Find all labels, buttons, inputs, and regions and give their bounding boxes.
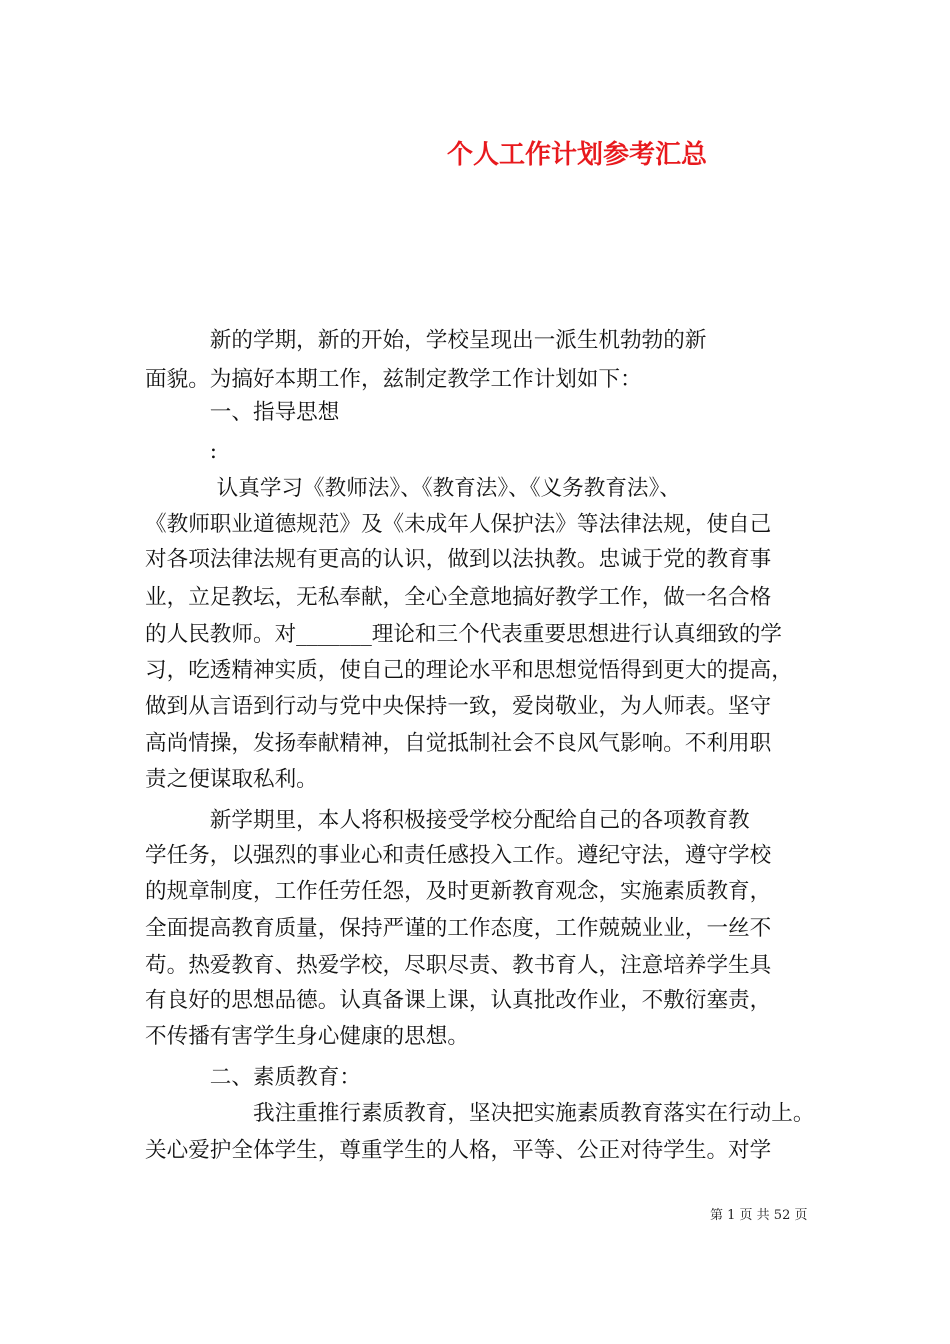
body-line: 关心爱护全体学生，尊重学生的人格，平等、公正对待学生。对学 (145, 1138, 772, 1163)
body-line: 认真学习《教师法》、《教育法》、《义务教育法》、 (145, 476, 681, 501)
section-heading: 一、指导思想 (145, 400, 340, 425)
body-line: 做到从言语到行动与党中央保持一致，爱岗敬业，为人师表。坚守 (145, 694, 772, 719)
body-line: 学任务，以强烈的事业心和责任感投入工作。遵纪守法，遵守学校 (145, 843, 772, 868)
page-number: 第 1 页 共 52 页 (710, 1208, 808, 1223)
body-line: 《教师职业道德规范》及《未成年人保护法》等法律法规，使自己 (145, 512, 772, 537)
body-line: 我注重推行素质教育，坚决把实施素质教育落实在行动上。 (145, 1101, 815, 1126)
body-line: 新学期里，本人将积极接受学校分配给自己的各项教育教 (145, 808, 750, 833)
body-line: 对各项法律法规有更高的认识，做到以法执教。忠诚于党的教育事 (145, 547, 772, 572)
body-line: 苟。热爱教育、热爱学校，尽职尽责、教书育人，注意培养学生具 (145, 953, 772, 978)
body-line: 业，立足教坛，无私奉献，全心全意地搞好教学工作，做一名合格 (145, 585, 772, 610)
body-line: : (145, 439, 218, 464)
body-line: 习，吃透精神实质，使自己的理论水平和思想觉悟得到更大的提高， (145, 658, 793, 683)
body-line: 责之便谋取私利。 (145, 767, 318, 792)
body-line: 全面提高教育质量，保持严谨的工作态度，工作兢兢业业，一丝不 (145, 916, 772, 941)
body-line: 的人民教师。对_______理论和三个代表重要思想进行认真细致的学 (145, 622, 783, 647)
body-line: 高尚情操，发扬奉献精神，自觉抵制社会不良风气影响。不利用职 (145, 731, 772, 756)
body-line: 不传播有害学生身心健康的思想。 (145, 1024, 469, 1049)
document-title: 个人工作计划参考汇总 (447, 140, 708, 170)
section-heading: 二、素质教育： (145, 1065, 361, 1090)
body-line: 面貌。为搞好本期工作，兹制定教学工作计划如下： (145, 367, 642, 392)
body-line: 有良好的思想品德。认真备课上课，认真批改作业，不敷衍塞责， (145, 988, 772, 1013)
body-line: 新的学期，新的开始，学校呈现出一派生机勃勃的新 (145, 328, 707, 353)
body-line: 的规章制度，工作任劳任怨，及时更新教育观念，实施素质教育， (145, 879, 772, 904)
